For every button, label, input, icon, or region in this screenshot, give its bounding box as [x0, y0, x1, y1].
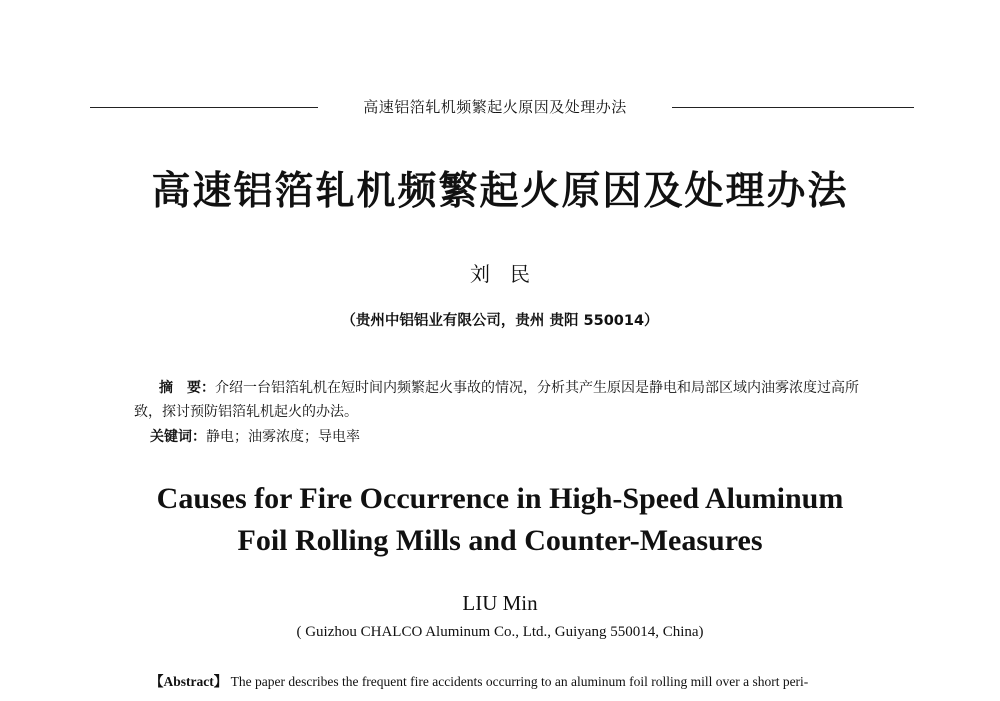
- chinese-title: 高速铝箔轧机频繁起火原因及处理办法: [151, 168, 849, 214]
- english-abstract-label: 【Abstract】: [150, 674, 228, 689]
- running-header-title: 高速铝箔轧机频繁起火原因及处理办法: [363, 98, 627, 116]
- chinese-abstract: [134, 376, 879, 424]
- chinese-keywords-label: 关键词：: [150, 429, 206, 445]
- header-rule-right: [672, 107, 914, 108]
- chinese-keywords-text: 静电；油雾浓度；导电率: [206, 429, 360, 445]
- chinese-keywords: [150, 426, 880, 448]
- english-title-line-1: Causes for Fire Occurrence in High-Speed Aluminum: [156, 482, 844, 515]
- chinese-author: 刘 民: [470, 262, 530, 286]
- running-header: [0, 96, 1000, 120]
- chinese-abstract-label: 摘 要：: [159, 380, 215, 396]
- english-abstract: [150, 672, 890, 692]
- english-abstract-text: The paper describes the frequent fire accidents occurring to an aluminum foil rolling mill over a short peri-: [227, 674, 809, 689]
- header-rule-left: [90, 107, 318, 108]
- chinese-abstract-text: 介绍一台铝箔轧机在短时间内频繁起火事故的情况，分析其产生原因是静电和局部区域内油雾浓度过高所致，探讨预防铝箔轧机起火的办法。: [134, 380, 859, 420]
- english-title: [0, 478, 1000, 562]
- chinese-affiliation: （贵州中铝铝业有限公司，贵州 贵阳 550014）: [341, 313, 659, 329]
- english-author: LIU Min: [462, 591, 538, 615]
- english-title-line-2: Foil Rolling Mills and Counter-Measures: [237, 524, 763, 557]
- english-affiliation: ( Guizhou CHALCO Aluminum Co., Ltd., Guiyang 550014, China): [296, 624, 704, 640]
